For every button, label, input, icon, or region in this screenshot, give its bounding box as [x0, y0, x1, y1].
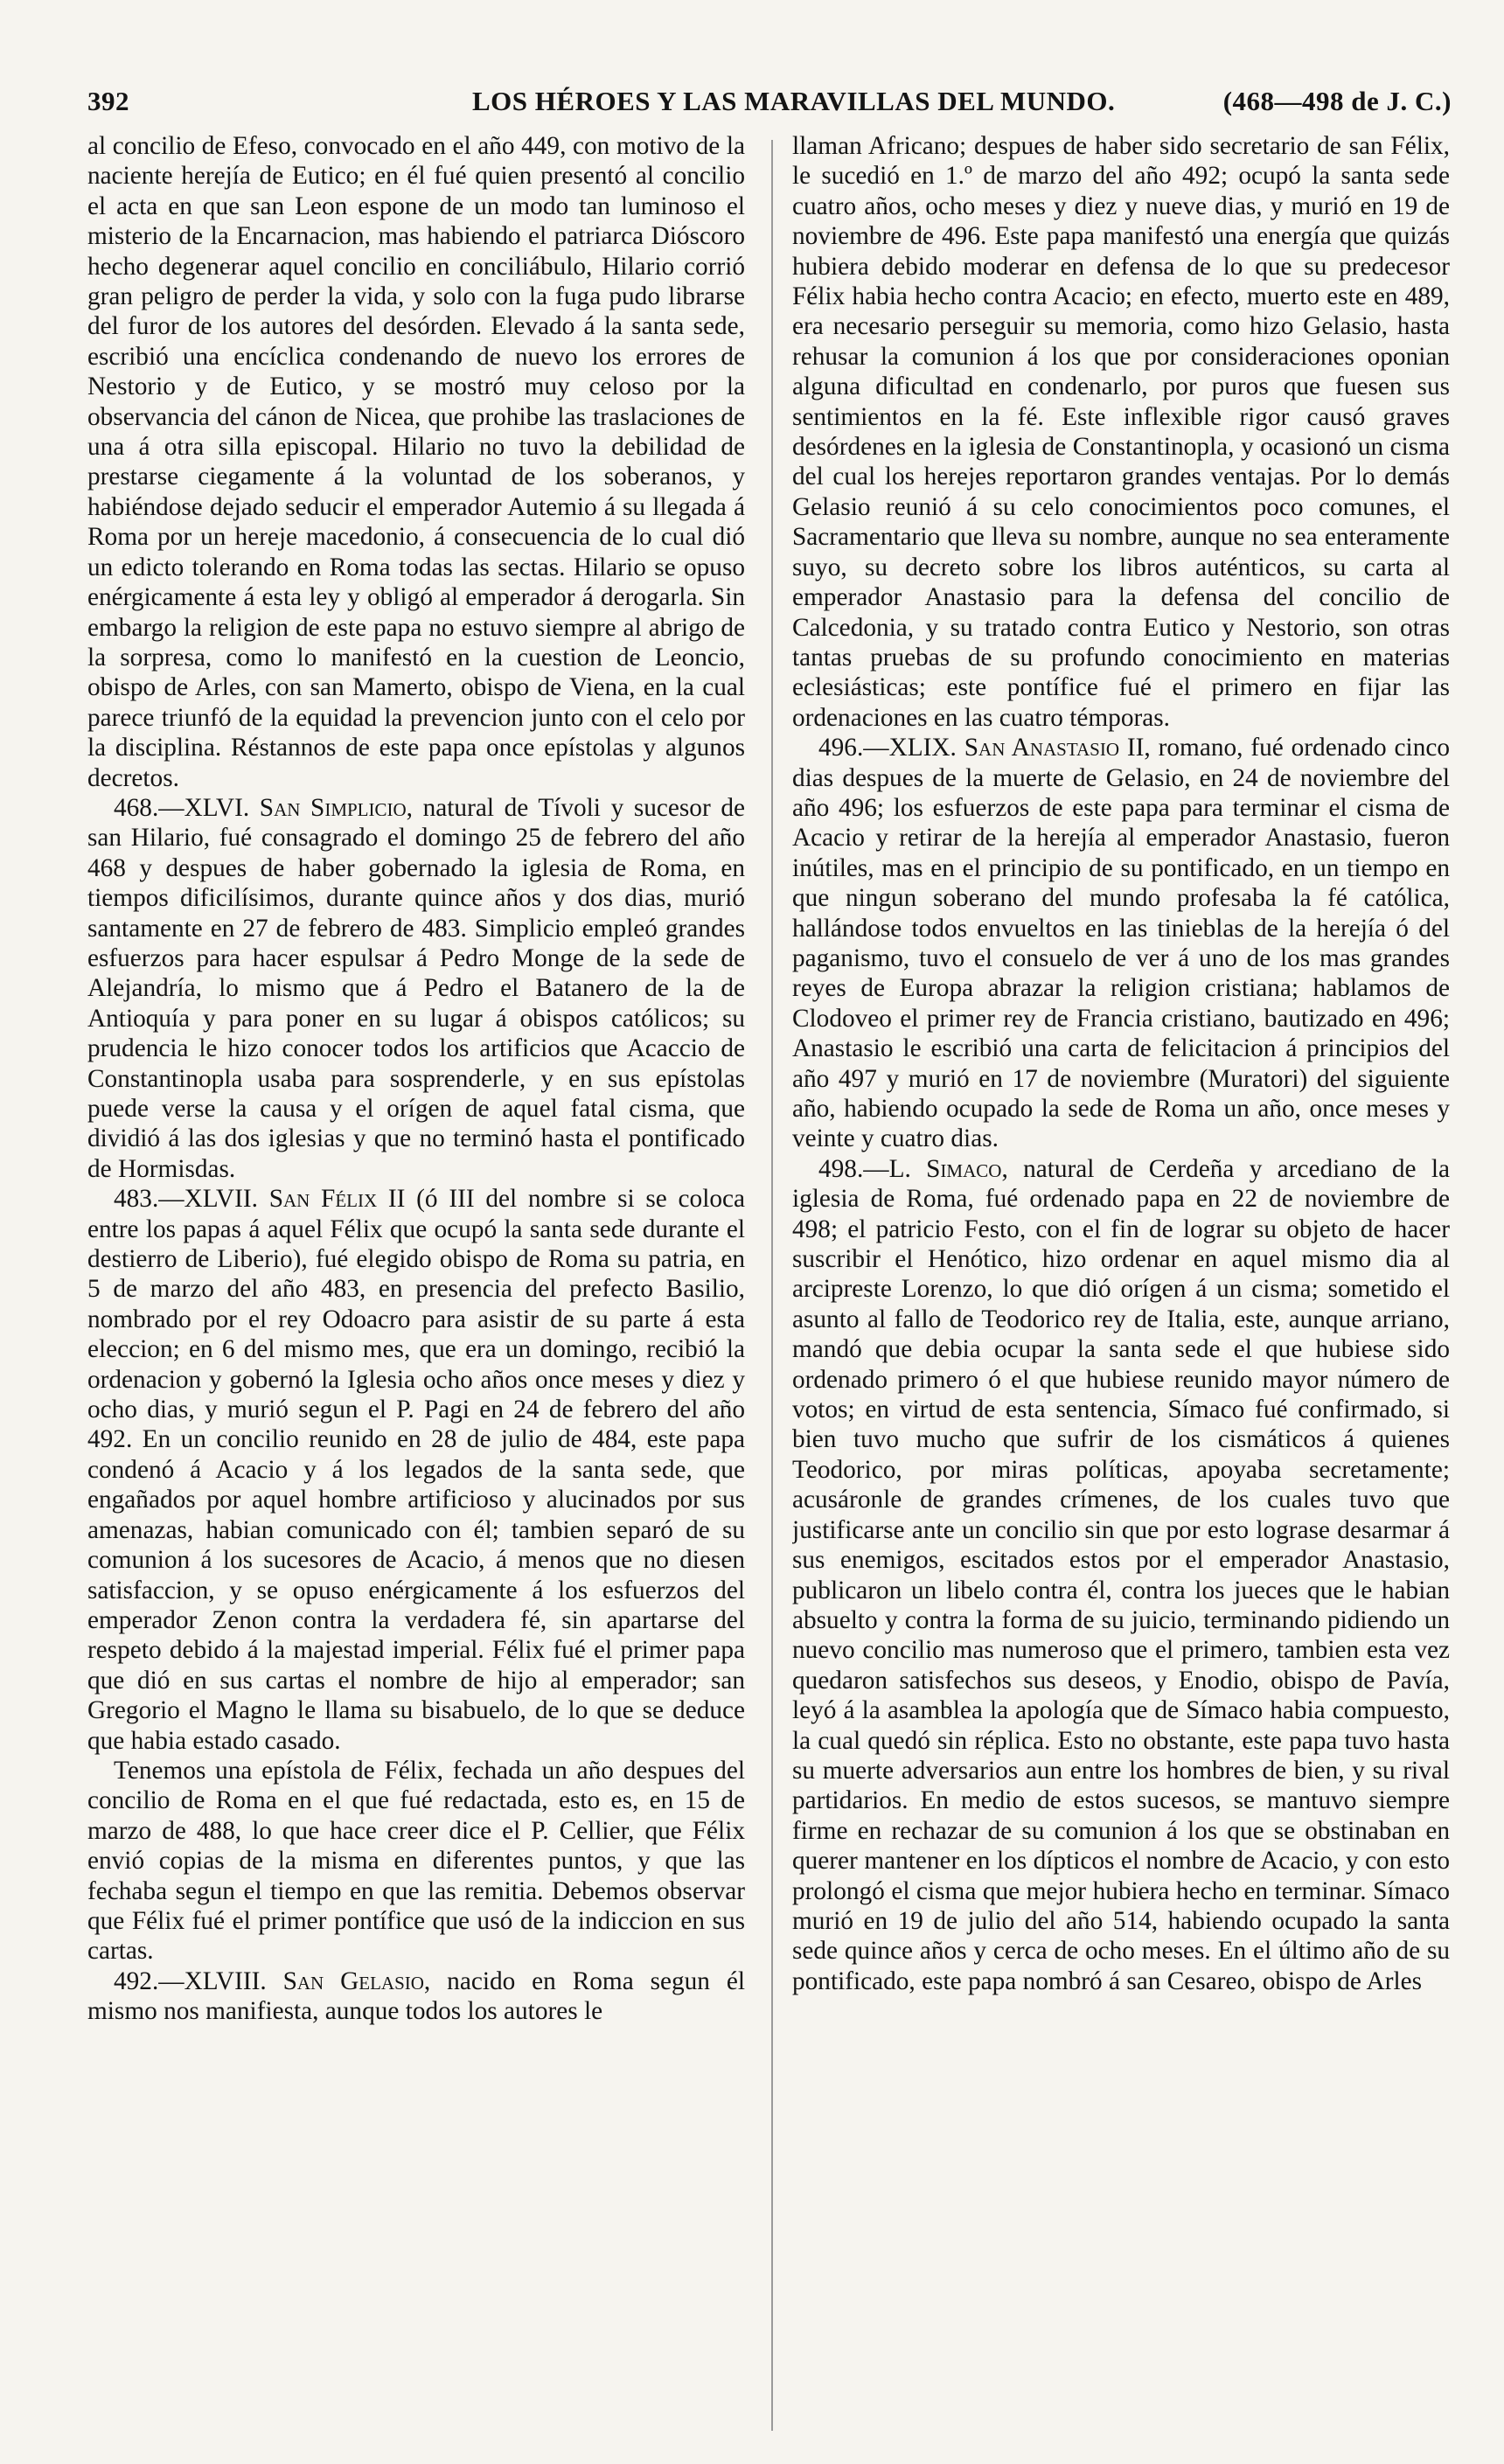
paragraph-gelasio-continued: llaman Africano; despues de haber sido secretario de san Félix, le sucedió en 1.º de marzo del año 492; ocupó la santa sede cuatro años, ocho meses y diez y nueve dias, y murió en 19 de noviembre de 496. Este papa manifestó una energía que quizás hubiera debido moderar en defensa de lo que su predecesor Félix habia hecho contra Acacio; en efecto, muerto este en 489, era necesario perseguir su memoria, como hizo Gelasio, hasta rehusar la comunion á los que por consideraciones oponian alguna dificultad en condenarlo, por puros que fuesen sus sentimientos en la fé. Este inflexible rigor causó graves desórdenes en la iglesia de Constantinopla, y ocasionó un cisma del cual los herejes reportaron grandes ventajas. Por lo demás Gelasio reunió á su celo conocimientos poco comunes, el Sacramentario que lleva su nombre, aunque no sea enteramente suyo, su decreto sobre los libros auténticos, su carta al emperador Anastasio para la defensa del concilio de Calcedonia, y su tratado contra Eutico y Nestorio, son otras tantas pruebas de su profundo conocimiento en materias eclesiásticas; este pontífice fué el primero en fijar las ordenaciones en las cuatro témporas. [792, 132, 1450, 732]
right-column [792, 131, 1450, 2440]
left-column [87, 131, 745, 2440]
entry-text: natural de Tívoli y sucesor de san Hilario, fué consagrado el domingo 25 de febrero del año 468 y despues de haber gobernado la iglesia de Roma, en tiempos dificilísimos, durante quince años y dos dias, murió santamente en 27 de febrero de 483. Simplicio empleó grandes esfuerzos para hacer espulsar á Pedro Monge de la sede de Alejandría, lo mismo que á Pedro el Batanero de la de Antioquía y para poner en su lugar á obispos católicos; su prudencia le hizo conocer todos los artificios que Acaccio de Constantinopla usaba para sosprenderle, y en sus epístolas puede verse la causa y el orígen de aquel fatal cisma, que dividió á las dos iglesias y que no terminó hasta el pontificado de Hormisdas. [87, 793, 745, 1183]
entry-text: nacido en Roma segun él mismo nos manifiesta, aunque todos los autores le [87, 1966, 745, 2026]
page-number: 392 [87, 86, 129, 116]
column-divider [771, 140, 773, 2431]
pope-name: San Anastasio II, [964, 734, 1151, 762]
pope-name: San Félix [268, 1185, 378, 1214]
entry-felix [87, 1184, 745, 1756]
entry-anastasio [792, 733, 1450, 1154]
entry-gelasio [87, 1966, 745, 2027]
running-header [87, 86, 1452, 129]
entry-text: natural de Cerdeña y arcediano de la iglesia de Roma, fué ordenado papa en 22 de noviembre de 498; el patricio Festo, con el fin de lograr su objeto de hacer suscribir el Henótico, hizo ordenar en aquel mismo dia al arcipreste Lorenzo, lo que dió orígen á un cisma; sometido el asunto al fallo de Teodorico rey de Italia, este, aunque arriano, mandó que debia ocupar la santa sede el que hubiese sido ordenado primero ó el que hubiese reunido mayor número de votos; en virtud de esta sentencia, Símaco fué confirmado, si bien tuvo mucho que sufrir de los cismáticos á quienes Teodorico, por miras políticas, apoyaba secretamente; acusáronle de grandes crímenes, de los cuales tuvo que justificarse ante un concilio sin que por esto lograse desarmar á sus enemigos, escitados estos por el emperador Anastasio, publicaron un libelo contra él, contra los jueces que le habian absuelto y contra la forma de su juicio, terminando pidiendo un nuevo concilio mas numeroso que el primero, tambien esta vez quedaron satisfechos sus deseos, y Enodio, obispo de Pavía, leyó á la asamblea la apología que de Símaco habia compuesto, la cual quedó sin réplica. Esto no obstante, este papa tuvo hasta su muerte adversarios aun entre los hombres de bien, y su rival partidarios. En medio de estos sucesos, se mantuvo siempre firme en rechazar de su comunion á los que se obstinaban en querer mantener en los dípticos el nombre de Acacio, y con esto prolongó el cisma que mejor hubiera hecho en terminar. Símaco murió en 19 de julio del año 514, habiendo ocupado la santa sede quince años y cerca de ocho meses. En el último año de su pontificado, este papa nombró á san Cesareo, obispo de Arles [792, 1154, 1450, 1995]
pope-name: San Gelasio, [282, 1966, 431, 1995]
book-title: LOS HÉROES Y LAS MARAVILLAS DEL MUNDO. [472, 86, 1116, 116]
paragraph-epistola: Tenemos una epístola de Félix, fechada un año despues del concilio de Roma en el que fué redactada, esto es, en 15 de marzo de 488, lo que hace creer dice el P. Cellier, que Félix envió copias de la misma en diferentes puntos, y que las fechaba segun el tiempo en que las remitia. Debemos observar que Félix fué el primer pontífice que usó de la indiccion en sus cartas. [87, 1756, 745, 1966]
entry-simplicio [87, 793, 745, 1184]
pope-name: Simaco, [926, 1154, 1008, 1183]
entry-simaco [792, 1154, 1450, 1996]
paragraph-hilario-continued: al concilio de Efeso, convocado en el año 449, con motivo de la naciente herejía de Eutico; en él fué quien presentó al concilio el acta en que san Leon espone de un modo tan luminoso el misterio de la Encarnacion, mas habiendo el patriarca Dióscoro hecho degenerar aquel concilio en conciliábulo, Hilario corrió gran peligro de perder la vida, y solo con la fuga pudo librarse del furor de los autores del desórden. Elevado á la santa sede, escribió una encíclica condenando de nuevo los errores de Nestorio y de Eutico, y se mostró muy celoso por la observancia del cánon de Nicea, que prohibe las traslaciones de una á otra silla episcopal. Hilario no tuvo la debilidad de prestarse ciegamente á la voluntad de los soberanos, y habiéndose dejado seducir el emperador Autemio á su llegada á Roma por un hereje macedonio, á consecuencia de lo cual dió un edicto tolerando en Roma todas las sectas. Hilario se opuso enérgicamente á esta ley y obligó al emperador á derogarla. Sin embargo la religion de este papa no estuvo siempre al abrigo de la sorpresa, como lo manifestó en la cuestion de Leoncio, obispo de Arles, con san Mamerto, obispo de Viena, en la cual parece triunfó de la equidad la prevencion junto con el celo por la disciplina. Réstannos de este papa once epístolas y algunos decretos. [87, 132, 745, 792]
pope-name: San Simplicio, [259, 793, 413, 822]
entry-number: 492.—XLVIII. [114, 1966, 267, 1995]
entry-text: II (ó III del nombre si se coloca entre los papas á aquel Félix que ocupó la santa sede durante el destierro de Liberio), fué elegido obispo de Roma su patria, en 5 de marzo del año 483, en presencia del prefecto Basilio, nombrado por el rey Odoacro para asistir de su parte á esta eleccion; en 6 del mismo mes, que era un domingo, recibió la ordenacion y gobernó la Iglesia ocho años once meses y diez y ocho dias, y murió segun el P. Pagi en 24 de febrero del año 492. En un concilio reunido en 28 de julio de 484, este papa condenó á Acacio y á los legados de la santa sede, que engañados por aquel hombre artificioso y alucinados por sus amenazas, habian comunicado con él; tambien separó de su comunion á los sucesores de Acacio, á menos que no diesen satisfaccion, y se opuso enérgicamente á los esfuerzos del emperador Zenon contra la verdadera fé, sin apartarse del respeto debido á la majestad imperial. Félix fué el primer papa que dió en sus cartas el nombre de hijo al emperador; san Gregorio el Magno le llama su bisabuelo, de lo que se deduce que habia estado casado. [87, 1185, 745, 1755]
entry-number: 483.—XLVII. [114, 1185, 258, 1214]
entry-number: 496.—XLIX. [818, 734, 957, 762]
date-range: (468—498 de J. C.) [1222, 86, 1452, 116]
entry-text: romano, fué ordenado cinco dias despues de la muerte de Gelasio, en 24 de noviembre del año 496; los esfuerzos de este papa para terminar el cisma de Acacio y retirar de la herejía al emperador Anastasio, fueron inútiles, mas en el principio de su pontificado, en un tiempo en que ningun soberano del mundo profesaba la fé católica, hallándose todos envueltos en las tinieblas de la herejía ó del paganismo, tuvo el consuelo de ver á uno de los mas grandes reyes de Europa abrazar la religion cristiana; hablamos de Clodoveo el primer rey de Francia cristiano, bautizado en 496; Anastasio le escribió una carta de felicitacion á principios del año 497 y murió en 17 de noviembre (Muratori) del siguiente año, habiendo ocupado la sede de Roma un año, once meses y veinte y cuatro dias. [792, 734, 1450, 1153]
entry-number: 468.—XLVI. [114, 793, 250, 822]
entry-number: 498.—L. [818, 1154, 911, 1183]
